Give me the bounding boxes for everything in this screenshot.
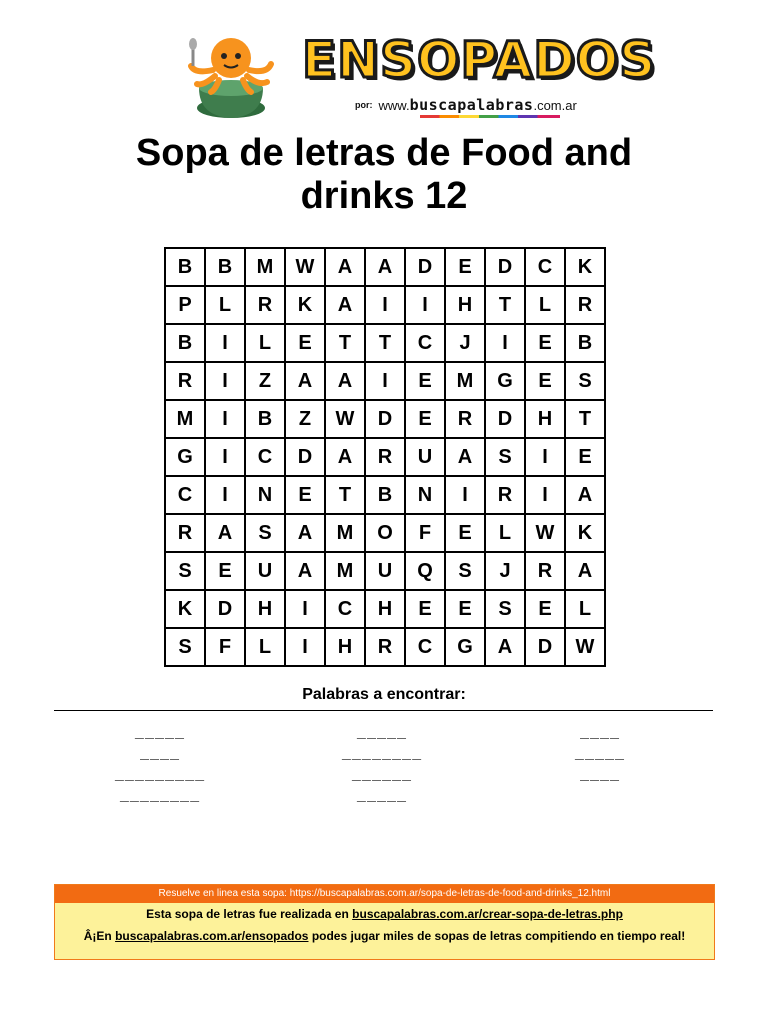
grid-cell[interactable]: C [165,476,205,514]
word-blank: _____ [356,784,408,802]
grid-cell[interactable]: A [325,362,365,400]
grid-cell[interactable]: I [525,438,565,476]
grid-cell[interactable]: A [325,286,365,324]
byline-www: www. [378,98,410,113]
grid-cell[interactable]: P [165,286,205,324]
grid-row [165,362,605,400]
grid-cell[interactable]: K [165,590,205,628]
grid-cell[interactable]: B [565,324,605,362]
grid-cell[interactable]: T [325,324,365,362]
grid-cell[interactable]: R [445,400,485,438]
word-column-3 [510,720,690,783]
grid-cell[interactable]: I [405,286,445,324]
grid-cell[interactable]: J [445,324,485,362]
grid-cell[interactable]: F [405,514,445,552]
grid-cell[interactable]: U [365,552,405,590]
grid-cell[interactable]: I [365,362,405,400]
grid-cell[interactable]: S [565,362,605,400]
grid-cell[interactable]: O [365,514,405,552]
words-heading: Palabras a encontrar: [302,686,466,703]
footer-line-2 [55,925,714,947]
grid-cell[interactable]: A [565,476,605,514]
grid-cell[interactable]: C [405,628,445,666]
grid-cell[interactable]: E [405,590,445,628]
grid-cell[interactable]: Q [405,552,445,590]
grid-cell[interactable]: H [525,400,565,438]
grid-cell[interactable]: I [205,438,245,476]
grid-cell[interactable]: H [245,590,285,628]
grid-cell[interactable]: E [445,248,485,286]
grid-cell[interactable]: G [485,362,525,400]
footer-line-2-suffix: podes jugar miles de sopas de letras compitiendo en tiempo real! [308,929,686,943]
grid-cell[interactable]: E [285,324,325,362]
grid-cell[interactable]: H [365,590,405,628]
grid-cell[interactable]: R [165,514,205,552]
grid-cell[interactable]: I [445,476,485,514]
grid-cell[interactable]: S [245,514,285,552]
grid-cell[interactable]: T [365,324,405,362]
octopus-mascot-icon [185,30,277,122]
grid-cell[interactable]: B [165,248,205,286]
grid-cell[interactable]: R [525,552,565,590]
grid-cell[interactable]: E [525,362,565,400]
word-blank: ____ [579,763,621,781]
grid-cell[interactable]: E [525,324,565,362]
grid-cell[interactable]: M [325,552,365,590]
word-blank: ________ [119,784,201,802]
grid-cell[interactable]: E [405,362,445,400]
word-column-2 [292,720,472,804]
byline-brand: buscapalabras [409,96,534,114]
grid-cell[interactable]: W [565,628,605,666]
word-column-1 [70,720,250,804]
grid-cell[interactable]: L [485,514,525,552]
grid-cell[interactable]: L [205,286,245,324]
grid-cell[interactable]: S [485,438,525,476]
grid-cell[interactable]: R [365,438,405,476]
footer-box [54,884,715,960]
grid-cell[interactable]: B [365,476,405,514]
ensopados-logo[interactable]: ENSOPADOS [302,31,657,89]
grid-row [165,286,605,324]
grid-cell[interactable]: E [205,552,245,590]
grid-cell[interactable]: H [325,628,365,666]
grid-cell[interactable]: A [325,438,365,476]
word-blank: _____ [356,721,408,739]
footer-online-link[interactable]: Resuelve en linea esta sopa: https://buscapalabras.com.ar/sopa-de-letras-de-food-and-drinks_12.html [55,885,714,903]
grid-cell[interactable]: M [325,514,365,552]
grid-cell[interactable]: R [245,286,285,324]
grid-cell[interactable]: K [565,248,605,286]
grid-cell[interactable]: M [165,400,205,438]
grid-cell[interactable]: A [565,552,605,590]
grid-cell[interactable]: N [245,476,285,514]
grid-cell[interactable]: B [245,400,285,438]
grid-cell[interactable]: R [165,362,205,400]
byline[interactable] [355,96,577,114]
grid-cell[interactable]: Z [285,400,325,438]
grid-cell[interactable]: E [405,400,445,438]
grid-cell[interactable]: Z [245,362,285,400]
grid-cell[interactable]: I [205,476,245,514]
grid-row [165,248,605,286]
footer-line-2-prefix: Â¡En [83,929,116,943]
grid-cell[interactable]: G [445,628,485,666]
grid-cell[interactable]: L [245,628,285,666]
grid-cell[interactable]: W [325,400,365,438]
grid-cell[interactable]: U [405,438,445,476]
grid-cell[interactable]: K [285,286,325,324]
grid-cell[interactable]: S [165,628,205,666]
grid-cell[interactable]: L [525,286,565,324]
grid-cell[interactable]: J [485,552,525,590]
grid-cell[interactable]: I [205,324,245,362]
byline-por: por: [355,100,373,110]
grid-cell[interactable]: F [205,628,245,666]
grid-row [165,514,605,552]
grid-cell[interactable]: C [245,438,285,476]
grid-cell[interactable]: E [525,590,565,628]
grid-cell[interactable]: A [485,628,525,666]
grid-cell[interactable]: C [325,590,365,628]
word-blank: ____ [139,742,181,760]
grid-cell[interactable]: M [245,248,285,286]
grid-cell[interactable]: A [445,438,485,476]
grid-cell[interactable]: R [485,476,525,514]
grid-row [165,438,605,476]
grid-cell[interactable]: C [525,248,565,286]
rainbow-underline [420,115,560,118]
word-blank: _____ [134,721,186,739]
grid-cell[interactable]: D [405,248,445,286]
grid-cell[interactable]: R [365,628,405,666]
grid-cell[interactable]: D [525,628,565,666]
grid-cell[interactable]: L [565,590,605,628]
grid-row [165,324,605,362]
ensopados-link[interactable]: buscapalabras.com.ar/ensopados [115,929,309,943]
grid-cell[interactable]: A [285,552,325,590]
grid-cell[interactable]: I [525,476,565,514]
grid-row [165,552,605,590]
grid-cell[interactable]: T [485,286,525,324]
grid-cell[interactable]: B [165,324,205,362]
grid-cell[interactable]: K [565,514,605,552]
word-blank: _________ [114,763,206,781]
footer-line-1-prefix: Esta sopa de letras fue realizada en [146,907,353,921]
grid-cell[interactable]: B [205,248,245,286]
grid-cell[interactable]: S [485,590,525,628]
grid-cell[interactable]: M [445,362,485,400]
grid-cell[interactable]: E [445,514,485,552]
word-blank: ______ [351,763,413,781]
byline-domain: .com.ar [533,98,577,113]
grid-cell[interactable]: I [285,628,325,666]
grid-cell[interactable]: S [165,552,205,590]
footer-line-1 [55,903,714,925]
grid-cell[interactable]: D [485,400,525,438]
grid-cell[interactable]: L [245,324,285,362]
grid-cell[interactable]: D [365,400,405,438]
grid-cell[interactable]: A [325,248,365,286]
word-search-grid[interactable] [164,247,606,667]
grid-cell[interactable]: I [485,324,525,362]
header [0,0,768,130]
grid-cell[interactable]: W [285,248,325,286]
grid-row [165,476,605,514]
grid-cell[interactable]: A [285,362,325,400]
word-blank: _____ [574,742,626,760]
create-puzzle-link[interactable]: buscapalabras.com.ar/crear-sopa-de-letras.php [352,907,623,921]
grid-cell[interactable]: H [445,286,485,324]
grid-cell[interactable]: I [205,400,245,438]
grid-cell[interactable]: D [205,590,245,628]
grid-cell[interactable]: E [285,476,325,514]
word-blank: ____ [579,721,621,739]
grid-cell[interactable]: A [285,514,325,552]
grid-cell[interactable]: S [445,552,485,590]
divider [54,710,713,711]
grid-cell[interactable]: N [405,476,445,514]
grid-cell[interactable]: G [165,438,205,476]
grid-cell[interactable]: A [205,514,245,552]
grid-cell[interactable]: W [525,514,565,552]
grid-cell[interactable]: D [285,438,325,476]
grid-cell[interactable]: I [365,286,405,324]
grid-cell[interactable]: E [565,438,605,476]
grid-cell[interactable]: I [285,590,325,628]
grid-cell[interactable]: D [485,248,525,286]
grid-cell[interactable]: A [365,248,405,286]
grid-cell[interactable]: R [565,286,605,324]
grid-row [165,590,605,628]
word-blank: ________ [341,742,423,760]
grid-cell[interactable]: E [445,590,485,628]
grid-cell[interactable]: C [405,324,445,362]
grid-cell[interactable]: I [205,362,245,400]
grid-cell[interactable]: T [325,476,365,514]
page-title: Sopa de letras de Food and drinks 12 [135,132,633,217]
grid-row [165,628,605,666]
grid-cell[interactable]: T [565,400,605,438]
grid-cell[interactable]: U [245,552,285,590]
grid-row [165,400,605,438]
